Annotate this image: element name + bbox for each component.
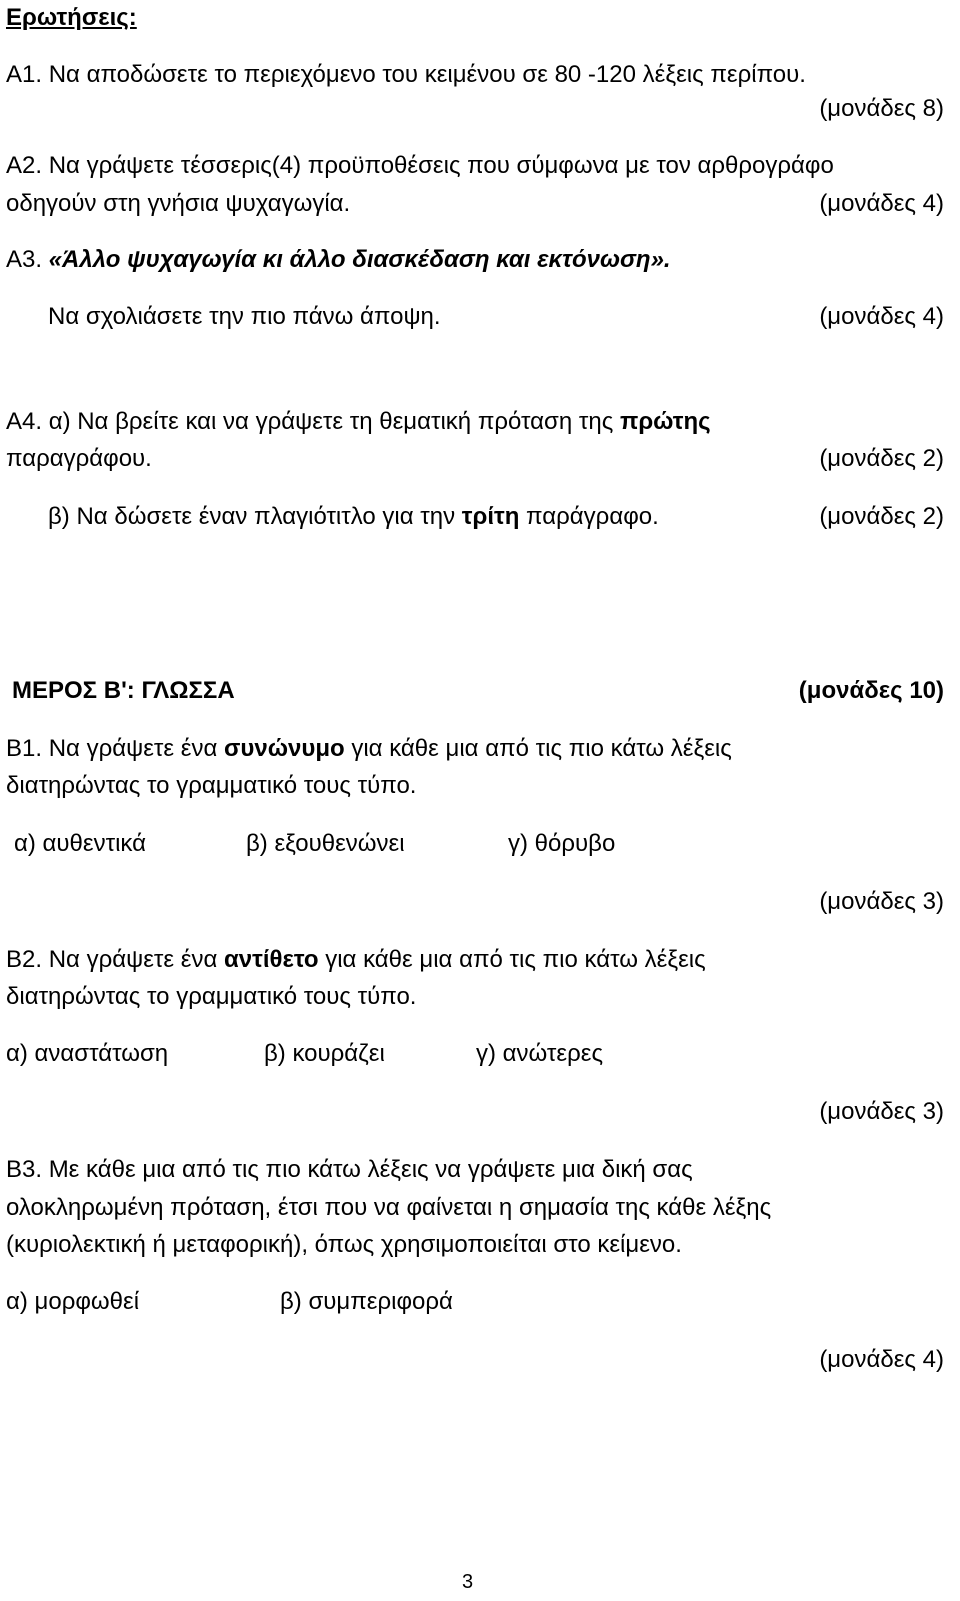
question-a3-points: (μονάδες 4): [819, 303, 944, 330]
question-b1-line1: [6, 735, 732, 763]
question-a4-prefix: Α4. α) Να βρείτε και να γράψετε τη θεματική πρόταση της: [6, 408, 620, 435]
question-b1-points: (μονάδες 3): [819, 888, 944, 915]
question-a4-line2: παραγράφου.: [6, 445, 152, 472]
question-b3-line3: (κυριολεκτική ή μεταφορική), όπως χρησιμοποιείται στο κείμενο.: [6, 1231, 682, 1258]
question-a4-b-suffix: παράγραφο.: [519, 503, 659, 530]
question-b1-bold-word: συνώνυμο: [224, 735, 345, 762]
question-b3-word-a: α) μορφωθεί: [6, 1288, 140, 1315]
question-b2-line2: διατηρώντας το γραμματικό τους τύπο.: [6, 983, 417, 1010]
question-b2-points: (μονάδες 3): [819, 1098, 944, 1125]
question-a4-line1: [6, 408, 711, 436]
question-b1-word-b: β) εξουθενώνει: [246, 830, 405, 857]
question-a4-b-bold-word: τρίτη: [461, 503, 520, 530]
part-b-points: (μονάδες 10): [798, 677, 944, 704]
question-a4-points-a: (μονάδες 2): [819, 445, 944, 472]
question-b2-prefix: Β2. Να γράψετε ένα: [6, 946, 224, 973]
question-b2-word-a: α) αναστάτωση: [6, 1040, 169, 1067]
page-number: 3: [462, 1571, 474, 1593]
question-a1-points: (μονάδες 8): [819, 95, 944, 122]
question-b2-bold-word: αντίθετο: [224, 946, 319, 973]
question-b1-suffix: για κάθε μια από τις πιο κάτω λέξεις: [344, 735, 732, 762]
question-b2-word-b: β) κουράζει: [264, 1040, 385, 1067]
question-a4-points-b: (μονάδες 2): [819, 503, 944, 530]
question-b3-line2: ολοκληρωμένη πρόταση, έτσι που να φαίνεται η σημασία της κάθε λέξης: [6, 1194, 772, 1221]
question-a4-b: [48, 503, 659, 531]
question-b2-line1: [6, 946, 706, 974]
question-a3-prefix: Α3.: [6, 246, 49, 273]
question-a4-b-prefix: β) Να δώσετε έναν πλαγιότιτλο για την: [48, 503, 462, 530]
question-b2-word-c: γ) ανώτερες: [476, 1040, 604, 1067]
question-b3-points: (μονάδες 4): [819, 1346, 944, 1373]
questions-heading: Ερωτήσεις:: [6, 4, 137, 31]
question-b1-word-c: γ) θόρυβο: [508, 830, 616, 857]
question-a4-bold-word: πρώτης: [619, 408, 711, 435]
question-a2-line2: οδηγούν στη γνήσια ψυχαγωγία.: [6, 190, 351, 217]
question-b1-line2: διατηρώντας το γραμματικό τους τύπο.: [6, 772, 417, 799]
question-b2-suffix: για κάθε μια από τις πιο κάτω λέξεις: [318, 946, 706, 973]
question-b1-prefix: Β1. Να γράψετε ένα: [6, 735, 224, 762]
question-a3-quote: «Άλλο ψυχαγωγία κι άλλο διασκέδαση και εκτόνωση».: [48, 246, 671, 273]
question-b1-word-a: α) αυθεντικά: [14, 830, 146, 857]
question-a1-text: Α1. Να αποδώσετε το περιεχόμενο του κειμένου σε 80 -120 λέξεις περίπου.: [6, 61, 806, 88]
question-a3-line1: [6, 246, 671, 274]
part-b-title: ΜΕΡΟΣ Β': ΓΛΩΣΣΑ: [12, 677, 235, 704]
question-b3-line1: Β3. Με κάθε μια από τις πιο κάτω λέξεις να γράψετε μια δική σας: [6, 1156, 693, 1183]
question-a3-line2: Να σχολιάσετε την πιο πάνω άποψη.: [48, 303, 441, 330]
question-b3-word-b: β) συμπεριφορά: [280, 1288, 453, 1315]
question-a2-line1: Α2. Να γράψετε τέσσερις(4) προϋποθέσεις που σύμφωνα με τον αρθρογράφο: [6, 152, 834, 179]
question-a2-points: (μονάδες 4): [819, 190, 944, 217]
